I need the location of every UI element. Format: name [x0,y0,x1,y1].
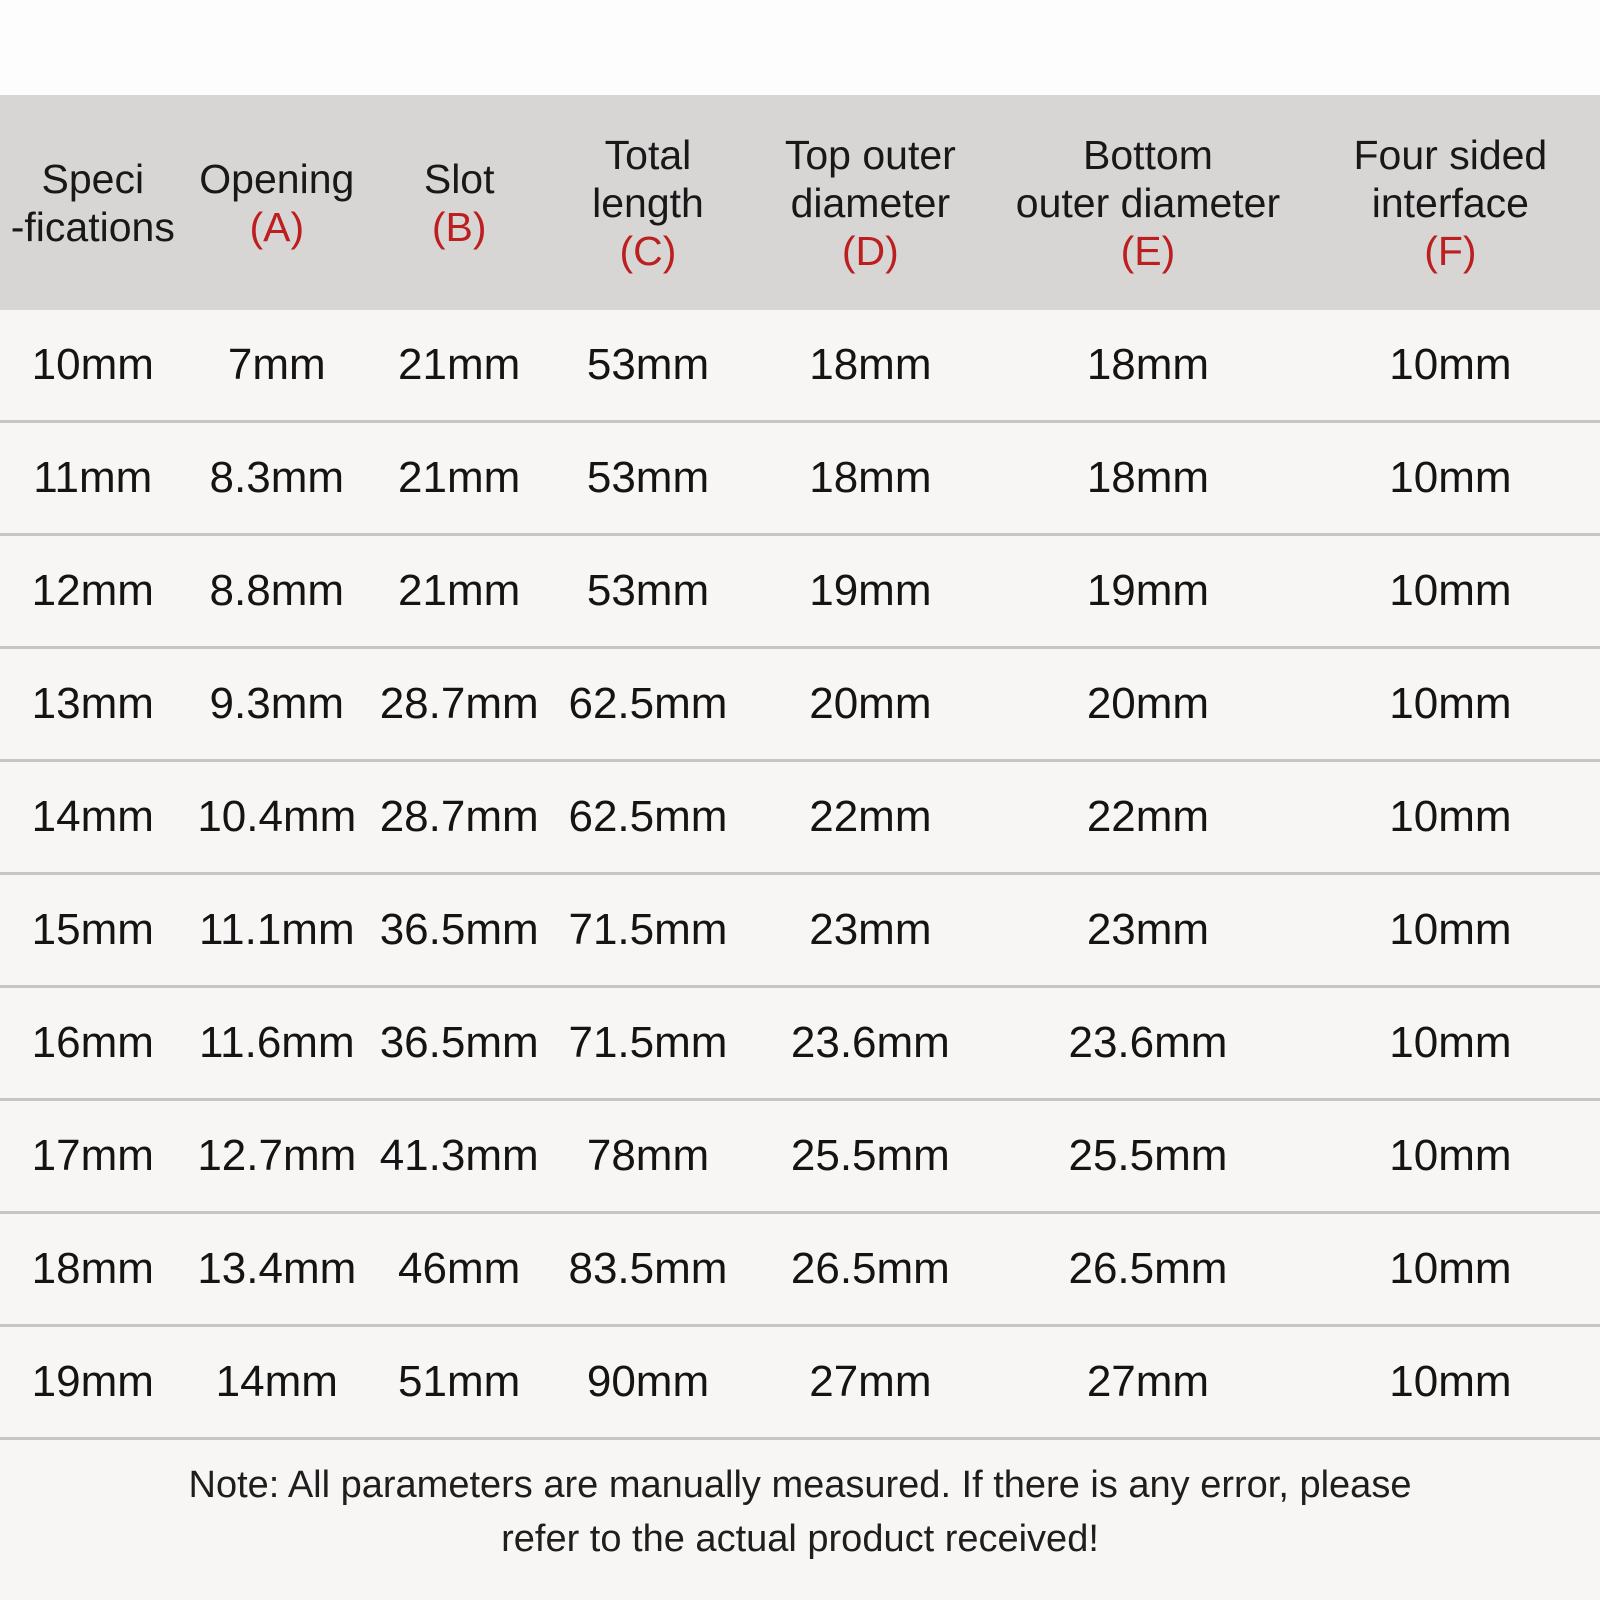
column-header-code: (D) [841,227,899,274]
table-cell: 12mm [0,535,186,648]
table-cell: 21mm [368,535,550,648]
column-header-slot [368,95,550,310]
table-cell: 21mm [368,310,550,422]
column-header-label: Opening [199,155,355,202]
table-cell: 16mm [0,987,186,1100]
table-cell: 27mm [746,1326,996,1439]
table-cell: 78mm [550,1100,745,1213]
table-row [0,874,1600,987]
column-header-label: Four sided interface [1353,131,1548,226]
top-margin-band [0,0,1600,95]
table-cell: 20mm [746,648,996,761]
table-cell: 10mm [1301,648,1600,761]
table-row [0,1100,1600,1213]
table-cell: 23mm [746,874,996,987]
column-header-label: Slot [423,155,495,202]
spec-table [0,95,1600,1440]
table-cell: 28.7mm [368,761,550,874]
table-cell: 8.8mm [186,535,368,648]
table-cell: 22mm [746,761,996,874]
table-row [0,1213,1600,1326]
table-cell: 11mm [0,422,186,535]
table-cell: 71.5mm [550,874,745,987]
table-cell: 22mm [995,761,1301,874]
table-cell: 10mm [1301,422,1600,535]
table-cell: 8.3mm [186,422,368,535]
table-cell: 10mm [0,310,186,422]
table-cell: 26.5mm [746,1213,996,1326]
table-body [0,310,1600,1439]
table-cell: 18mm [995,422,1301,535]
table-cell: 15mm [0,874,186,987]
table-cell: 90mm [550,1326,745,1439]
table-cell: 51mm [368,1326,550,1439]
table-row [0,422,1600,535]
table-cell: 36.5mm [368,987,550,1100]
table-cell: 11.1mm [186,874,368,987]
column-header-code: (C) [619,227,677,274]
header-row [0,95,1600,310]
table-cell: 19mm [0,1326,186,1439]
column-header-top-outer-diameter [746,95,996,310]
table-cell: 11.6mm [186,987,368,1100]
table-cell: 25.5mm [995,1100,1301,1213]
column-header-label: Total length [592,131,704,226]
table-cell: 83.5mm [550,1213,745,1326]
table-cell: 25.5mm [746,1100,996,1213]
table-cell: 36.5mm [368,874,550,987]
table-cell: 62.5mm [550,761,745,874]
table-cell: 14mm [0,761,186,874]
table-row [0,648,1600,761]
table-cell: 10mm [1301,874,1600,987]
table-cell: 21mm [368,422,550,535]
column-header-code: (A) [249,203,305,250]
column-header-code: (F) [1424,227,1477,274]
table-cell: 7mm [186,310,368,422]
table-cell: 13mm [0,648,186,761]
column-header-label: Top outer diameter [784,131,956,226]
column-header-code: (B) [431,203,487,250]
table-cell: 71.5mm [550,987,745,1100]
table-cell: 18mm [995,310,1301,422]
table-cell: 41.3mm [368,1100,550,1213]
column-header-label: Bottom outer diameter [1015,131,1281,226]
table-cell: 23mm [995,874,1301,987]
table-cell: 19mm [746,535,996,648]
table-cell: 23.6mm [746,987,996,1100]
note [0,1440,1600,1566]
table-cell: 53mm [550,310,745,422]
table-cell: 10mm [1301,761,1600,874]
table-cell: 27mm [995,1326,1301,1439]
column-header-opening [186,95,368,310]
table-cell: 26.5mm [995,1213,1301,1326]
table-cell: 18mm [0,1213,186,1326]
table-cell: 10mm [1301,535,1600,648]
table-row [0,761,1600,874]
table-cell: 53mm [550,535,745,648]
table-cell: 18mm [746,422,996,535]
table-cell: 20mm [995,648,1301,761]
column-header-label: Speci -fications [10,155,175,250]
table-cell: 9.3mm [186,648,368,761]
table-cell: 46mm [368,1213,550,1326]
table-cell: 28.7mm [368,648,550,761]
table-cell: 53mm [550,422,745,535]
table-cell: 17mm [0,1100,186,1213]
table-cell: 18mm [746,310,996,422]
column-header-code: (E) [1120,227,1176,274]
table-row [0,535,1600,648]
table-cell: 23.6mm [995,987,1301,1100]
table-row [0,1326,1600,1439]
table-cell: 10mm [1301,310,1600,422]
table-header [0,95,1600,310]
table-cell: 10mm [1301,1100,1600,1213]
table-cell: 19mm [995,535,1301,648]
column-header-total-length [550,95,745,310]
table-cell: 10.4mm [186,761,368,874]
table-cell: 10mm [1301,1213,1600,1326]
table-cell: 10mm [1301,1326,1600,1439]
column-header-bottom-outer-diameter [995,95,1301,310]
column-header-four-sided-interface [1301,95,1600,310]
table-cell: 10mm [1301,987,1600,1100]
table-cell: 12.7mm [186,1100,368,1213]
column-header-specifications [0,95,186,310]
table-cell: 14mm [186,1326,368,1439]
note-line-2: refer to the actual product received! [501,1518,1099,1560]
note-line-1: Note: All parameters are manually measured. If there is any error, please [188,1464,1412,1506]
table-row [0,310,1600,422]
table-cell: 62.5mm [550,648,745,761]
table-row [0,987,1600,1100]
table-cell: 13.4mm [186,1213,368,1326]
